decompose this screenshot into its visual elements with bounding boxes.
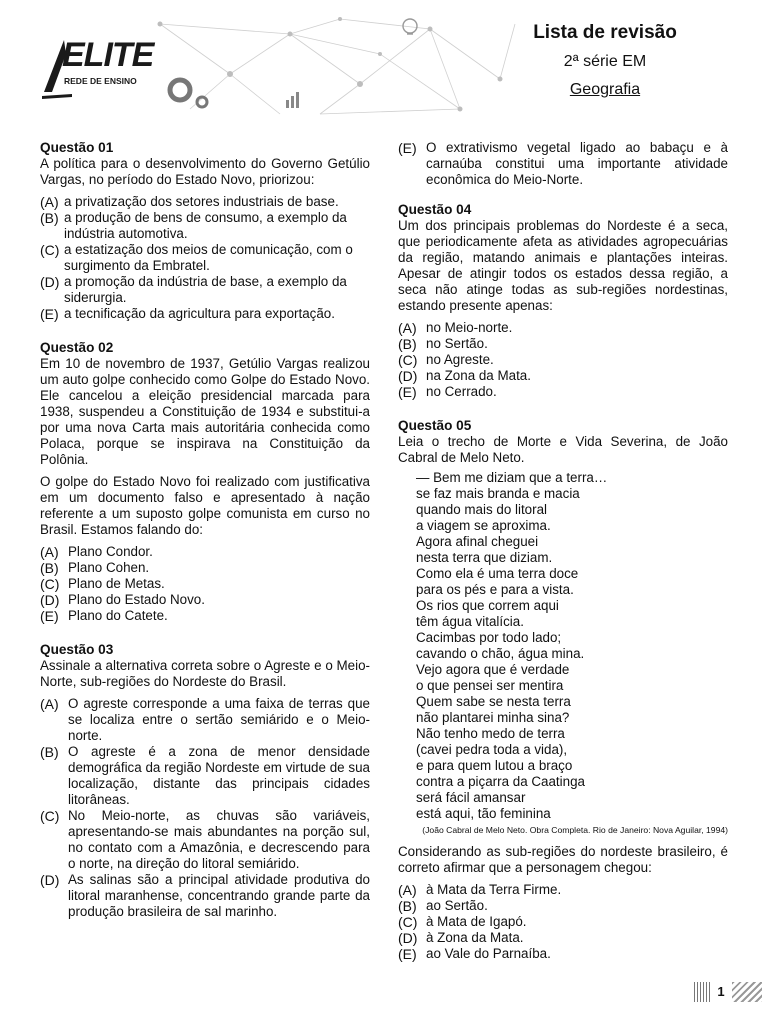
option-letter: (A)	[40, 194, 59, 210]
left-column	[40, 140, 370, 920]
question-03	[40, 642, 370, 920]
question-text: Assinale a alternativa correta sobre o Agreste e o Meio-Norte, sub-regiões do Nordeste do Brasil.	[40, 658, 370, 689]
option-d	[40, 274, 370, 306]
option-text: à Mata da Terra Firme.	[426, 882, 562, 897]
poem-line: têm água vitalícia.	[416, 614, 524, 629]
option-c	[398, 914, 728, 930]
option-c	[398, 352, 728, 368]
poem-line: Não tenho medo de terra	[416, 726, 565, 741]
poem-excerpt	[398, 470, 728, 822]
poem-line: Vejo agora que é verdade	[416, 662, 570, 677]
option-letter: (E)	[398, 140, 417, 156]
question-title: Questão 03	[40, 642, 114, 657]
option-c	[40, 576, 370, 592]
option-a	[40, 696, 370, 744]
option-e	[40, 608, 370, 624]
decorative-stripes	[694, 982, 712, 1002]
question-text: Um dos principais problemas do Nordeste é a seca, que periodicamente afeta as atividades agropecuárias da região, matando animais e plantações inteiras. Apesar de atingir todos os estados dessa região, a seca não atinge todas as sub-regiões nordestinas, estando presente apenas:	[398, 218, 728, 313]
option-a	[398, 320, 728, 336]
logo-text: ELITE	[62, 36, 154, 74]
option-e	[40, 306, 370, 322]
option-d	[398, 368, 728, 384]
option-letter: (B)	[40, 560, 59, 576]
option-letter: (B)	[40, 744, 59, 760]
option-text: O agreste corresponde a uma faixa de terras que se localiza entre o sertão semiárido e o Meio-norte.	[68, 696, 370, 743]
option-letter: (A)	[40, 544, 59, 560]
option-c	[40, 242, 370, 274]
option-b	[40, 744, 370, 808]
option-letter: (E)	[398, 946, 417, 962]
poem-line: será fácil amansar	[416, 790, 526, 805]
option-text: O agreste é a zona de menor densidade demográfica da região Nordeste em virtude de sua localização, distante das principais cidades litorâneas.	[68, 744, 370, 807]
poem-line: Os rios que correm aqui	[416, 598, 559, 613]
option-text: a produção de bens de consumo, a exemplo da indústria automotiva.	[64, 210, 347, 241]
title-block	[520, 20, 690, 102]
poem-line: Agora afinal cheguei	[416, 534, 539, 549]
option-letter: (C)	[398, 914, 418, 930]
option-b	[398, 336, 728, 352]
poem-line: o que pensei ser mentira	[416, 678, 564, 693]
option-text: a tecnificação da agricultura para exportação.	[64, 306, 335, 321]
option-letter: (E)	[398, 384, 417, 400]
option-letter: (E)	[40, 306, 59, 322]
option-letter: (C)	[40, 808, 60, 824]
option-text: à Zona da Mata.	[426, 930, 524, 945]
grade-label: 2ª série EM	[563, 53, 647, 70]
poem-line: Cacimbas por todo lado;	[416, 630, 562, 645]
option-letter: (A)	[398, 882, 417, 898]
page-title: Lista de revisão	[533, 22, 677, 43]
option-text: Plano do Estado Novo.	[68, 592, 205, 607]
option-text: O extrativismo vegetal ligado ao babaçu e à carnaúba constitui uma importante atividade econômica do Meio-Norte.	[426, 140, 728, 187]
option-text: na Zona da Mata.	[426, 368, 531, 383]
option-letter: (C)	[40, 242, 60, 258]
poem-line: para os pés e para a vista.	[416, 582, 574, 597]
poem-line: cavando o chão, água mina.	[416, 646, 585, 661]
option-letter: (D)	[398, 368, 418, 384]
poem-line: está aqui, tão feminina	[416, 806, 551, 821]
poem-line: não plantarei minha sina?	[416, 710, 570, 725]
option-letter: (E)	[40, 608, 59, 624]
question-01	[40, 140, 370, 322]
question-title: Questão 01	[40, 140, 114, 155]
poem-line: Como ela é uma terra doce	[416, 566, 579, 581]
option-text: Plano Condor.	[68, 544, 153, 559]
option-text: no Meio-norte.	[426, 320, 513, 335]
poem-line: contra a piçarra da Caatinga	[416, 774, 585, 789]
question-title: Questão 04	[398, 202, 472, 217]
option-text: no Cerrado.	[426, 384, 497, 399]
option-c	[40, 808, 370, 872]
option-letter: (C)	[40, 576, 60, 592]
poem-line: (cavei pedra toda a vida),	[416, 742, 568, 757]
option-letter: (D)	[40, 274, 60, 290]
elite-logo	[42, 36, 162, 100]
question-text: O golpe do Estado Novo foi realizado com justificativa em um documento falso e apresentado à nação referente a um suposto golpe comunista em curso no Brasil. Estamos falando do:	[40, 474, 370, 537]
option-text: Plano do Catete.	[68, 608, 168, 623]
option-letter: (D)	[40, 872, 60, 888]
option-d	[398, 930, 728, 946]
poem-line: nesta terra que diziam.	[416, 550, 553, 565]
page-header	[0, 0, 768, 130]
poem-line: quando mais do litoral	[416, 502, 548, 517]
option-e	[398, 384, 728, 400]
poem-line: e para quem lutou a braço	[416, 758, 573, 773]
option-letter: (D)	[40, 592, 60, 608]
option-b	[40, 210, 370, 242]
option-letter: (B)	[398, 336, 417, 352]
page-number-mark	[694, 982, 768, 1004]
option-letter: (D)	[398, 930, 418, 946]
poem-citation: (João Cabral de Melo Neto. Obra Completa. Rio de Janeiro: Nova Aguilar, 1994)	[422, 825, 728, 835]
page-number: 1	[712, 982, 730, 1002]
option-text: ao Sertão.	[426, 898, 488, 913]
option-e	[398, 140, 728, 188]
right-column	[398, 140, 728, 962]
question-text: Em 10 de novembro de 1937, Getúlio Vargas realizou um auto golpe conhecido como Golpe do Estado Novo. Ele cancelou a eleição presidencial marcada para 1938, suspendeu a Constituição de 1934 e substitui-a por uma nova Carta mais autoritária conhecida como Polaca, porque se inspirava na Constituição da Polônia.	[40, 356, 370, 467]
option-a	[40, 544, 370, 560]
option-text: à Mata de Igapó.	[426, 914, 527, 929]
question-04	[398, 202, 728, 400]
option-b	[40, 560, 370, 576]
option-d	[40, 592, 370, 608]
decorative-stripes	[732, 982, 762, 1002]
question-text: Leia o trecho de Morte e Vida Severina, de João Cabral de Melo Neto.	[398, 434, 728, 465]
question-text: A política para o desenvolvimento do Governo Getúlio Vargas, no período do Estado Novo, priorizou:	[40, 156, 370, 187]
question-text: Considerando as sub-regiões do nordeste brasileiro, é correto afirmar que a personagem chegou:	[398, 844, 728, 875]
option-text: a estatização dos meios de comunicação, com o surgimento da Embratel.	[64, 242, 353, 273]
option-letter: (C)	[398, 352, 418, 368]
option-text: ao Vale do Parnaíba.	[426, 946, 551, 961]
poem-line: — Bem me diziam que a terra…	[416, 470, 608, 485]
option-letter: (B)	[398, 898, 417, 914]
poem-line: se faz mais branda e macia	[416, 486, 580, 501]
option-text: Plano Cohen.	[68, 560, 150, 575]
option-letter: (A)	[40, 696, 59, 712]
option-a	[398, 882, 728, 898]
option-text: no Sertão.	[426, 336, 488, 351]
poem-line: a viagem se aproxima.	[416, 518, 551, 533]
option-text: As salinas são a principal atividade produtiva do litoral maranhense, concentrando grande parte da produção brasileira de sal marinho.	[68, 872, 370, 919]
option-letter: (A)	[398, 320, 417, 336]
question-title: Questão 05	[398, 418, 472, 433]
option-text: a promoção da indústria de base, a exemplo da siderurgia.	[64, 274, 347, 305]
question-title: Questão 02	[40, 340, 114, 355]
question-02	[40, 340, 370, 624]
option-d	[40, 872, 370, 920]
option-letter: (B)	[40, 210, 59, 226]
option-b	[398, 898, 728, 914]
logo-subtitle: REDE DE ENSINO	[64, 76, 137, 86]
option-e	[398, 946, 728, 962]
option-text: no Agreste.	[426, 352, 494, 367]
option-text: a privatização dos setores industriais de base.	[64, 194, 339, 209]
poem-line: Quem sabe se nesta terra	[416, 694, 571, 709]
subject-label: Geografia	[569, 81, 641, 98]
option-text: No Meio-norte, as chuvas são variáveis, apresentando-se mais abundantes na porção sul, no contato com a Amazônia, e decrescendo para o norte, na direção do litoral semiárido.	[68, 808, 370, 871]
question-05	[398, 418, 728, 962]
option-a	[40, 194, 370, 210]
option-text: Plano de Metas.	[68, 576, 165, 591]
